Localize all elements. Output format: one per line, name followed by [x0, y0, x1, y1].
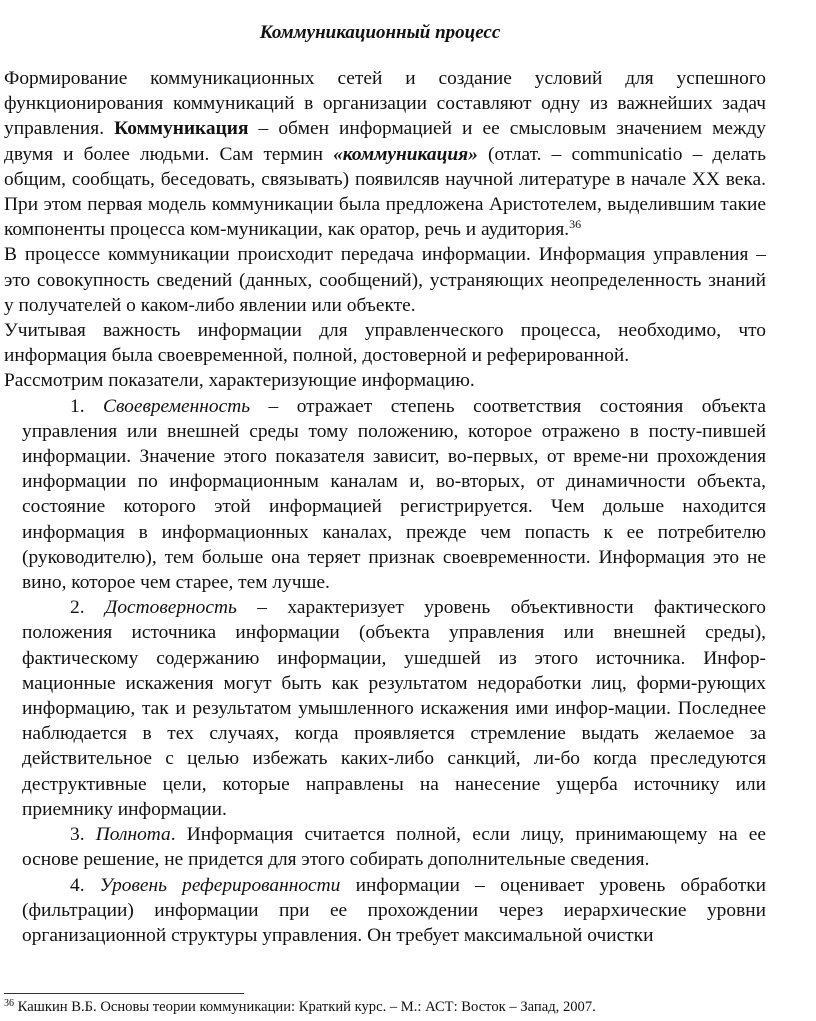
- intro-text-3: (отлат. – communicatio – делать общим, сообщать, беседовать, связывать) появилсяв научной литературе в начале XX века. При этом первая модель коммуникации была предложена Аристотелем, выделившим такие компоненты процесса ком-муникации, как оратор, речь и аудитория.: [4, 143, 766, 241]
- list-item: [4, 595, 766, 822]
- item-term: Уровень реферированности: [99, 874, 341, 896]
- item-number: 1.: [70, 395, 85, 417]
- indicators-intro: Рассмотрим показатели, характеризующие информацию.: [4, 370, 475, 392]
- importance-paragraph: Учитывая важность информации для управленческого процесса, необходимо, что информация была своевременной, полной, достоверной и реферированной.: [4, 320, 766, 367]
- term-communication: Коммуникация: [114, 118, 249, 140]
- process-paragraph: В процессе коммуникации происходит передача информации. Информация управления – это совокупность сведений (данных, сообщений), устраняющих неопределенность знаний у получателей о каком-либо явлении или объекте.: [4, 244, 766, 316]
- item-number: 3.: [70, 824, 85, 846]
- intro-paragraph: [4, 66, 766, 242]
- footnote-number: 36: [4, 998, 14, 1009]
- footnote: [4, 998, 764, 1016]
- document-body: [4, 66, 766, 948]
- footnote-separator: [4, 993, 244, 994]
- item-term: Достоверность: [105, 597, 237, 619]
- term-communication-quoted: «коммуникация»: [333, 143, 478, 165]
- footnote-text: Кашкин В.Б. Основы теории коммуникации: Краткий курс. – М.: АСТ: Восток – Запад, 2007.: [14, 999, 596, 1015]
- item-text: – отражает степень соответствия состояния объекта управления или внешней среды тому положению, которое отражено в посту-пившей информации. Значение этого показателя зависит, во-первых, от време-ни прохождения информации по информационным каналам и, во-вторых, от динамичности объекта, состояние которого этой информацией регистрируется. Чем дольше находится информация в информационных каналах, прежде чем попасть к ее потребителю (руководителю), тем больше она теряет признак своевременности. Информация это не вино, которое чем старее, тем лучше.: [22, 395, 766, 594]
- item-number: 4.: [70, 874, 85, 896]
- item-term: Полнота: [95, 824, 171, 846]
- page-title: Коммуникационный процесс: [259, 22, 501, 43]
- item-text: – характеризует уровень объективности фактического положения источника информации (объекта управления или внешней среды), фактическому содержанию информации, ушедшей из этого источника. Инфор-мационные искажения могут быть как результатом недоработки лиц, форми-рующих информацию, так и результатом умышленного искажения ими инфор-мации. Последнее наблюдается в тех случаях, когда проявляется стремление выдать желаемое за действительное с целью избежать каких-либо санкций, ли-бо когда преследуются деструктивные цели, которые направлены на нанесение ущерба источнику или приемнику информации.: [22, 597, 766, 820]
- item-number: 2.: [70, 597, 85, 619]
- item-term: Своевременность: [103, 395, 251, 417]
- list-item: [4, 873, 766, 949]
- list-item: [4, 822, 766, 872]
- item-text: . Информация считается полной, если лицу, принимающему на ее основе решение, не придется для этого собирать дополнительные сведения.: [22, 824, 766, 871]
- footnote-reference: 36: [569, 217, 582, 232]
- list-item: [4, 394, 766, 596]
- intro-text-1: Формирование коммуникационных сетей и создание условий для успешного функционирования коммуникаций в организации составляют одну из важнейших задач управления.: [4, 68, 766, 140]
- intro-text-2: – обмен информацией и ее смысловым значением между двумя и более людьми. Сам термин: [4, 118, 766, 165]
- item-text: информации – оценивает уровень обработки (фильтрации) информации при ее прохождении через иерархические уровни организационной структуры управления. Он требует максимальной очистки: [22, 874, 766, 946]
